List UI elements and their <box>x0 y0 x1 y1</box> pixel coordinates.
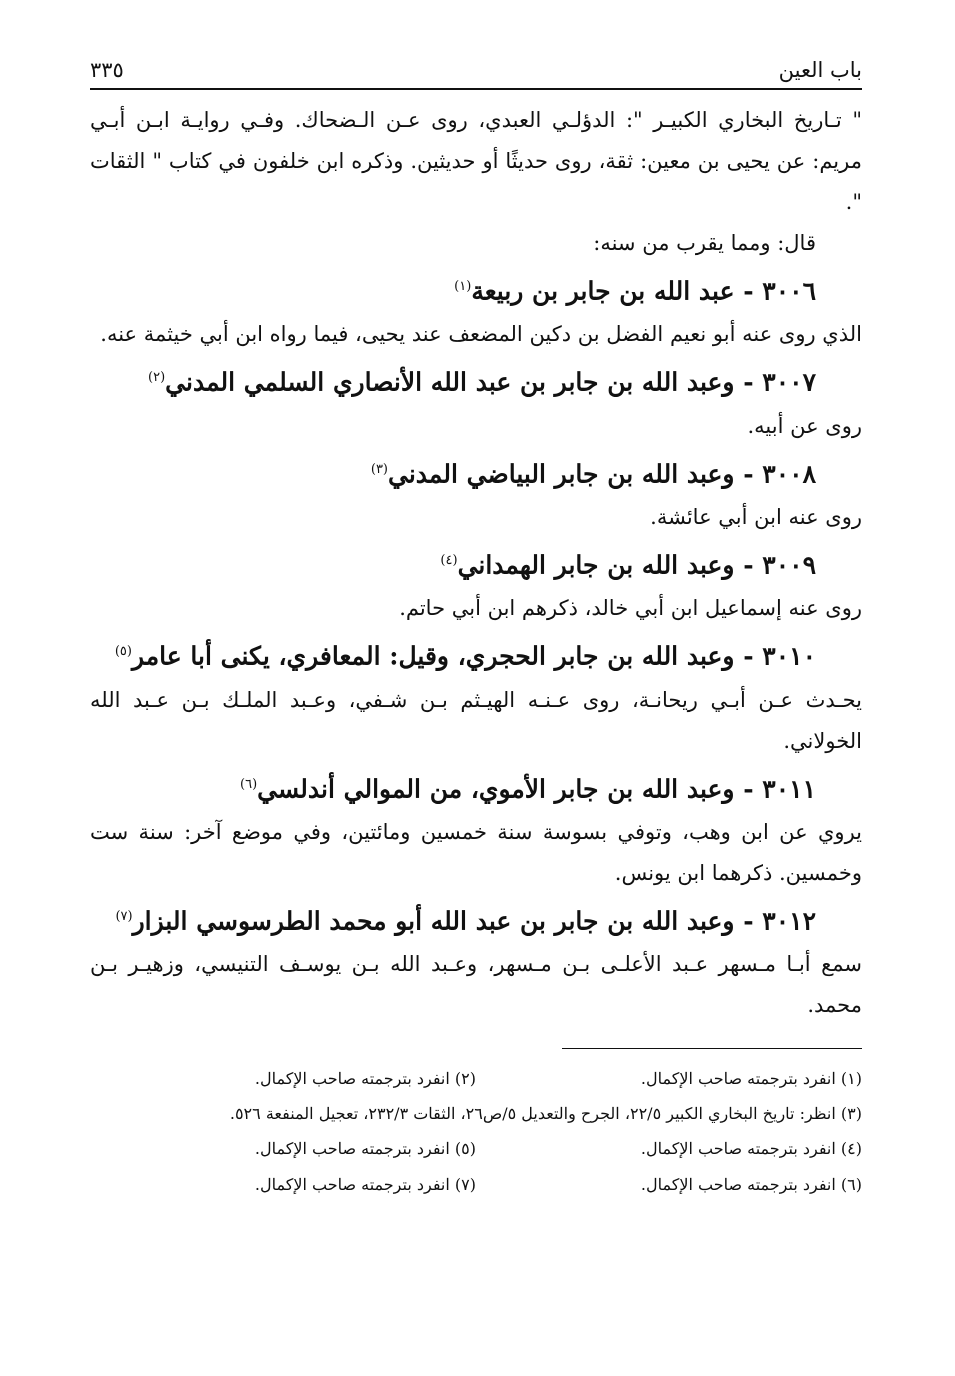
footnote: (٤) انفرد بترجمته صاحب الإكمال. <box>640 1139 862 1159</box>
footnote-ref: (٢) <box>148 370 166 386</box>
section-title: باب العين <box>778 58 862 82</box>
footnote-row <box>90 1131 862 1167</box>
footnote-ref: (٥) <box>114 644 132 660</box>
entry-heading: ٣٠٠٩ - وعبد الله بن جابر الهمداني$^{(٤)}$ <box>440 550 816 580</box>
paragraph: " تـاريخ البخاري الكبيـر ": الدؤلـي العبدي، روى عـن الـضحاك. وفـي روايـة ابـن أبـي مريم: عن يحيى بن معين: ثقة، روى حديثًا أو حديثين. وذكره ابن خلفون في كتاب " الثقات ". <box>90 108 862 214</box>
entry-text: يروي عن ابن وهب، وتوفي بسوسة سنة خمسين ومائتين، وفي موضع آخر: سنة ست وخمسين. ذكرهما ابن يونس. <box>90 819 862 885</box>
footnote-ref: (٧) <box>115 908 133 924</box>
page-body <box>90 100 862 1026</box>
footnotes <box>90 1061 862 1203</box>
footnote: (٣) انظر: تاريخ البخاري الكبير ٢٢/٥، الجرح والتعديل ٥/ص٢٦، الثقات ٢٣٢/٣، تعجيل المنفعة ٥٢٦. <box>229 1104 862 1124</box>
entry-heading: ٣٠١١ - وعبد الله بن جابر الأموي، من الموالي أندلسي$^{(٦)}$ <box>240 773 816 803</box>
entry-heading: ٣٠٠٨ - وعبد الله بن جابر البياضي المدني$^{(٣)}$ <box>370 458 816 488</box>
entry-text: روى عن أبيه. <box>747 413 862 438</box>
entry-heading: ٣٠٠٦ - عبد الله بن جابر بن ربيعة$^{(١)}$ <box>454 276 816 306</box>
entry-text: يحـدث عـن أبـي ريحانـة، روى عـنـه الهيـثم بـن شـفي، وعـبد الملـك بـن عـبد الله الخولاني. <box>90 687 862 753</box>
running-header <box>90 58 862 90</box>
footnote: (١) انفرد بترجمته صاحب الإكمال. <box>640 1069 862 1089</box>
page-number: ٣٣٥ <box>90 58 124 82</box>
footnote-ref: (٦) <box>240 776 258 792</box>
footnote: (٥) انفرد بترجمته صاحب الإكمال. <box>254 1139 476 1159</box>
entry-text: روى عنه ابن أبي عائشة. <box>650 504 862 529</box>
entry-heading: ٣٠١٠ - وعبد الله بن جابر الحجري، وقيل: المعافري، يكنى أبا عامر$^{(٥)}$ <box>114 641 816 671</box>
entry-text: سمع أبـا مـسهر عـبد الأعلـى بـن مـسهر، وعـبد الله بـن يوسـف التنيسي، وزهيـر بـن محمد. <box>90 952 862 1018</box>
book-page <box>90 58 862 1203</box>
entry-heading: ٣٠٠٧ - وعبد الله بن جابر بن عبد الله الأنصاري السلمي المدني$^{(٢)}$ <box>148 367 816 397</box>
footnote-row <box>90 1167 862 1203</box>
footnote-divider <box>562 1048 862 1049</box>
footnote: (٧) انفرد بترجمته صاحب الإكمال. <box>254 1175 476 1195</box>
footnote: (٢) انفرد بترجمته صاحب الإكمال. <box>254 1069 476 1089</box>
footnote-row <box>90 1061 862 1097</box>
footnote-ref: (٣) <box>370 461 388 477</box>
footnote: (٦) انفرد بترجمته صاحب الإكمال. <box>640 1175 862 1195</box>
footnote-ref: (١) <box>454 279 472 294</box>
entry-heading: ٣٠١٢ - وعبد الله بن جابر بن عبد الله أبو محمد الطرسوسي البزار$^{(٧)}$ <box>115 906 816 936</box>
footnote-ref: (٤) <box>440 552 458 568</box>
entry-text: روى عنه إسماعيل ابن أبي خالد، ذكرهم ابن أبي حاتم. <box>399 596 862 621</box>
paragraph: قال: ومما يقرب من سنه: <box>593 231 816 255</box>
entry-text: الذي روى عنه أبو نعيم الفضل بن دكين المضعف عند يحيى، فيما رواه ابن أبي خيثمة عنه. <box>100 322 862 347</box>
